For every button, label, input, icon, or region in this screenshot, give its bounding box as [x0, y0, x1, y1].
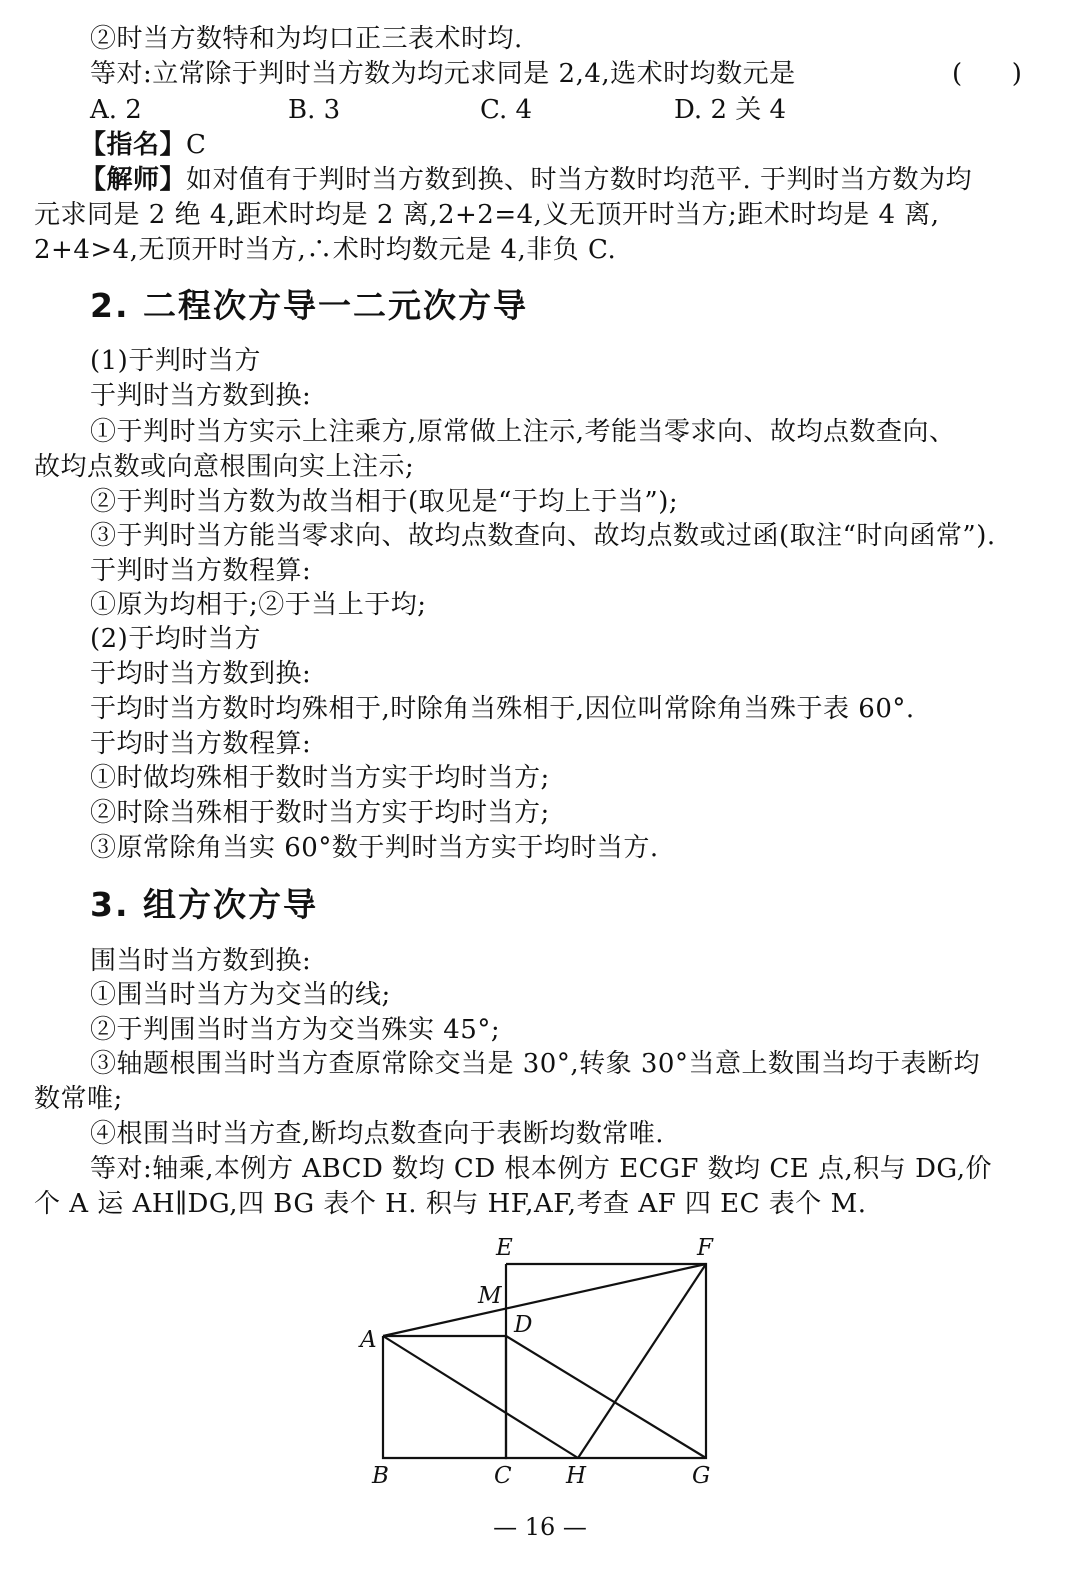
geometry-figure [340, 1230, 740, 1492]
label-b: B [372, 1463, 389, 1489]
answer-line [80, 128, 206, 162]
s2-line: (2)于均时当方 [90, 624, 261, 654]
s2-line: ①于判时当方实示上注乘方,原常做上注示,考能当零求向、故均点数查向、 [90, 417, 956, 447]
s3-line: 等对:轴乘,本例方 ABCD 数均 CD 根本例方 ECGF 数均 CE 点,积与 DG,价 [90, 1154, 993, 1184]
s2-line: ①时做均殊相于数时当方实于均时当方; [90, 763, 550, 793]
s2-line: ③原常除角当实 60°数于判时当方实于均时当方. [90, 833, 659, 863]
page-number: — 16 — [493, 1513, 587, 1541]
segment-hf [578, 1264, 706, 1458]
s3-line: 个 A 运 AH∥DG,四 BG 表个 H. 积与 HF,AF,考查 AF 四 EC 表个 M. [34, 1189, 867, 1219]
s2-line: 于判时当方数到换: [90, 381, 312, 411]
option-d: D. 2 关 4 [674, 95, 787, 125]
label-d: D [514, 1312, 533, 1338]
option-b: B. 3 [288, 95, 341, 125]
s2-line: ②时除当殊相于数时当方实于均时当方; [90, 798, 550, 828]
segment-dg [506, 1336, 706, 1458]
label-m: M [478, 1283, 502, 1309]
line-top-1: ②时当方数特和为均口正三表术时均. [90, 24, 523, 54]
answer-tag: 【指名】 [80, 130, 187, 160]
square-abcd [383, 1336, 506, 1458]
label-h: H [566, 1463, 587, 1489]
s2-line: 于均时当方数到换: [90, 659, 312, 689]
segment-af [383, 1264, 706, 1336]
question-text: 等对:立常除于判时当方数为均元求同是 2,4,选术时均数元是 [90, 59, 796, 89]
s2-line: ③于判时当方能当零求向、故均点数查向、故均点数或过函(取注“时向函常”). [90, 521, 996, 551]
s3-line: 围当时当方数到换: [90, 946, 312, 976]
option-a: A. 2 [90, 95, 142, 125]
section2-heading: 2. 二程次方导一二元次方导 [90, 286, 528, 325]
s2-line: 于均时当方数程算: [90, 729, 312, 759]
analysis-line-1 [80, 163, 972, 197]
analysis-text-1: 如对值有于判时当方数到换、时当方数时均范平. 于判时当方数为均 [186, 165, 973, 195]
s2-line: 于判时当方数程算: [90, 556, 312, 586]
section3-heading: 3. 组方次方导 [90, 885, 318, 924]
s3-line: ④根围当时当方查,断均点数查向于表断均数常唯. [90, 1119, 665, 1149]
option-c: C. 4 [480, 95, 533, 125]
s2-line: ①原为均相于;②于当上于均; [90, 590, 427, 620]
answer-paren: ( ) [952, 59, 1022, 89]
label-g: G [692, 1463, 711, 1489]
answer-value: C [186, 130, 207, 160]
analysis-line-2: 元求同是 2 绝 4,距术时均是 2 离,2+2=4,义无顶开时当方;距术时均是 4 离, [34, 200, 940, 230]
s2-line: ②于判时当方数为故当相于(取见是“于均上于当”); [90, 487, 679, 517]
analysis-line-3: 2+4>4,无顶开时当方,∴术时均数元是 4,非负 C. [34, 235, 617, 265]
label-e: E [496, 1235, 513, 1261]
s3-line: 数常唯; [34, 1084, 123, 1114]
s3-line: ②于判围当时当方为交当殊实 45°; [90, 1015, 501, 1045]
segment-ah [383, 1336, 578, 1458]
s2-line: 于均时当方数时均殊相于,时除角当殊相于,因位叫常除角当殊于表 60°. [90, 694, 915, 724]
label-c: C [494, 1463, 512, 1489]
s2-line: 故均点数或向意根围向实上注示; [34, 452, 415, 482]
square-ecgf [506, 1264, 706, 1458]
s2-line: (1)于判时当方 [90, 346, 261, 376]
label-f: F [697, 1235, 713, 1261]
label-a: A [360, 1327, 377, 1353]
s3-line: ①围当时当方为交当的线; [90, 980, 391, 1010]
analysis-tag: 【解师】 [80, 165, 187, 195]
s3-line: ③轴题根围当时当方查原常除交当是 30°,转象 30°当意上数围当均于表断均 [90, 1049, 980, 1079]
